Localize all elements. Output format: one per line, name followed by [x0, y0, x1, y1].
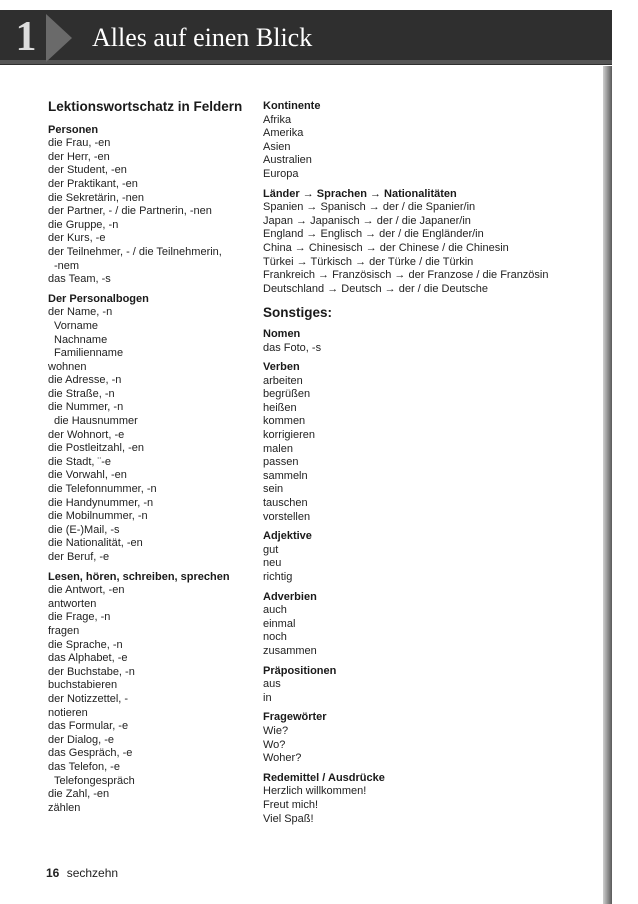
- vocab-item: die Frau, -en: [48, 137, 111, 150]
- vocab-item: Vorname: [54, 319, 99, 332]
- vocab-section: [48, 293, 248, 565]
- vocab-item: sammeln: [263, 469, 308, 482]
- column-title: Lektionswortschatz in Feldern: [48, 99, 243, 114]
- vocab-item: Japan → Japanisch → der / die Japaner/in: [263, 214, 471, 227]
- page-number: 16: [46, 866, 60, 880]
- vocab-item: heißen: [263, 401, 297, 414]
- vocab-item: die Stadt, ¨-e: [48, 455, 111, 468]
- vocab-item: Viel Spaß!: [263, 812, 314, 825]
- vocab-item: der Student, -en: [48, 164, 127, 177]
- vocab-item: die Nummer, -n: [48, 401, 124, 414]
- vocab-item: die Hausnummer: [54, 415, 138, 428]
- section-heading: Adjektive: [263, 530, 312, 543]
- vocab-item: vorstellen: [263, 510, 311, 523]
- vocab-section: [263, 100, 593, 182]
- vocab-item: wohnen: [48, 360, 87, 373]
- section-heading: Länder → Sprachen → Nationalitäten: [263, 187, 457, 200]
- vocab-item: der Buchstabe, -n: [48, 665, 135, 678]
- left-column: [48, 100, 248, 821]
- vocab-item: gut: [263, 543, 279, 556]
- vocab-item: antworten: [48, 597, 97, 610]
- section-heading: Kontinente: [263, 100, 321, 112]
- vocab-item: tauschen: [263, 497, 308, 510]
- vocab-item: korrigieren: [263, 429, 315, 442]
- vocab-item: England → Englisch → der / die Engländer/in: [263, 228, 484, 241]
- vocab-item: die Antwort, -en: [48, 584, 125, 597]
- vocab-item: der Beruf, -e: [48, 551, 110, 563]
- vocab-item: sein: [263, 483, 284, 496]
- vocab-item: die Gruppe, -n: [48, 218, 119, 231]
- vocab-item: die Telefonnummer, -n: [48, 483, 157, 496]
- vocab-item: fragen: [48, 624, 80, 637]
- vocab-item: der Praktikant, -en: [48, 177, 138, 190]
- vocab-item: zählen: [48, 801, 81, 814]
- vocab-item: das Formular, -e: [48, 720, 129, 733]
- vocab-item: das Team, -s: [48, 273, 111, 286]
- page-title: Alles auf einen Blick: [92, 23, 313, 52]
- vocab-section: [263, 328, 593, 355]
- vocab-item: noch: [263, 631, 287, 644]
- vocab-item: Wo?: [263, 738, 286, 751]
- vocab-item: Türkei → Türkisch → der Türke / die Türkin: [263, 255, 474, 268]
- vocab-item: Telefongespräch: [54, 774, 135, 787]
- vocab-item: der Wohnort, -e: [48, 428, 125, 441]
- vocab-item: Australien: [263, 154, 312, 167]
- section-heading: Fragewörter: [263, 711, 327, 724]
- vocab-item: aus: [263, 678, 281, 691]
- vocab-item: in: [263, 691, 272, 704]
- vocab-item: Nachname: [54, 333, 108, 346]
- vocab-item: Afrika: [263, 113, 292, 126]
- section-heading: Präpositionen: [263, 664, 337, 677]
- vocab-item: Frankreich → Französisch → der Franzose / die Französin: [263, 269, 549, 282]
- section-heading: Redemittel / Ausdrücke: [263, 771, 385, 784]
- vocab-sections: [48, 124, 248, 816]
- page-edge-shadow: [603, 66, 612, 904]
- vocab-section: [48, 571, 248, 816]
- vocab-item: Herzlich willkommen!: [263, 785, 367, 798]
- vocab-item: auch: [263, 604, 287, 617]
- vocab-item: die Mobilnummer, -n: [48, 510, 148, 523]
- chapter-number: 1: [15, 14, 37, 60]
- vocab-item: Europa: [263, 167, 299, 180]
- section-heading: Lesen, hören, schreiben, sprechen: [48, 570, 230, 583]
- vocab-item: Spanien → Spanisch → der / die Spanier/in: [263, 201, 476, 214]
- vocab-item: das Gespräch, -e: [48, 747, 133, 760]
- misc-sections: [263, 328, 593, 826]
- vocab-item: Woher?: [263, 752, 302, 765]
- vocab-item: arbeiten: [263, 374, 303, 387]
- section-heading: Personen: [48, 123, 99, 136]
- vocab-item: der Teilnehmer, - / die Teilnehmerin,: [48, 245, 222, 258]
- geo-sections: [263, 100, 593, 296]
- vocab-item: die Postleitzahl, -en: [48, 442, 144, 455]
- vocab-item: das Alphabet, -e: [48, 652, 128, 665]
- vocab-item: die Frage, -n: [48, 611, 111, 624]
- vocab-section: [263, 530, 593, 584]
- vocab-item: Asien: [263, 140, 291, 153]
- vocab-item: -nem: [54, 259, 80, 272]
- vocab-item: Freut mich!: [263, 798, 319, 811]
- section-heading: Verben: [263, 361, 300, 374]
- vocab-item: notieren: [48, 706, 88, 719]
- vocab-item: einmal: [263, 617, 296, 630]
- vocab-item: richtig: [263, 571, 293, 583]
- vocab-item: die Zahl, -en: [48, 788, 110, 801]
- section-heading: Adverbien: [263, 590, 317, 603]
- vocab-section: [263, 772, 593, 826]
- vocab-item: die Sekretärin, -nen: [48, 191, 144, 204]
- vocab-item: Familienname: [54, 347, 124, 360]
- page-footer: [46, 866, 118, 880]
- vocab-section: [263, 361, 593, 524]
- vocab-item: neu: [263, 557, 282, 570]
- vocab-item: die Adresse, -n: [48, 374, 122, 387]
- vocab-item: das Foto, -s: [263, 341, 322, 354]
- vocab-item: der Partner, - / die Partnerin, -nen: [48, 205, 212, 218]
- vocab-section: [263, 711, 593, 765]
- vocab-section: [263, 665, 593, 706]
- vocab-item: kommen: [263, 415, 306, 428]
- vocab-item: zusammen: [263, 644, 317, 657]
- vocab-item: die Vorwahl, -en: [48, 469, 127, 482]
- vocab-item: Deutschland → Deutsch → der / die Deutsche: [263, 282, 489, 295]
- vocab-item: buchstabieren: [48, 679, 118, 692]
- chapter-arrow-icon: [46, 14, 72, 62]
- vocab-item: das Telefon, -e: [48, 760, 120, 773]
- vocab-item: der Name, -n: [48, 306, 113, 319]
- vocab-item: die Handynummer, -n: [48, 496, 154, 509]
- vocab-item: die Nationalität, -en: [48, 537, 143, 550]
- vocab-item: malen: [263, 442, 293, 455]
- vocab-item: die Sprache, -n: [48, 638, 123, 651]
- vocab-item: der Dialog, -e: [48, 733, 115, 746]
- vocab-item: der Kurs, -e: [48, 232, 106, 245]
- right-column: [263, 100, 593, 832]
- section-heading: Der Personalbogen: [48, 292, 149, 305]
- vocab-item: Amerika: [263, 127, 304, 140]
- vocab-section: [48, 124, 248, 287]
- vocab-item: begrüßen: [263, 388, 311, 401]
- page-word: sechzehn: [66, 866, 119, 880]
- vocab-item: Wie?: [263, 724, 289, 737]
- vocab-item: die (E-)Mail, -s: [48, 523, 120, 536]
- vocab-section: [263, 591, 593, 659]
- vocab-item: der Herr, -en: [48, 150, 110, 163]
- vocab-item: passen: [263, 456, 299, 469]
- vocab-item: der Notizzettel, -: [48, 692, 129, 705]
- sonstiges-title: Sonstiges:: [263, 305, 333, 321]
- section-heading: Nomen: [263, 327, 301, 340]
- vocab-item: China → Chinesisch → der Chinese / die Chinesin: [263, 241, 509, 254]
- header-stripe: [0, 60, 612, 64]
- vocab-item: die Straße, -n: [48, 387, 115, 400]
- vocab-section: [263, 188, 593, 297]
